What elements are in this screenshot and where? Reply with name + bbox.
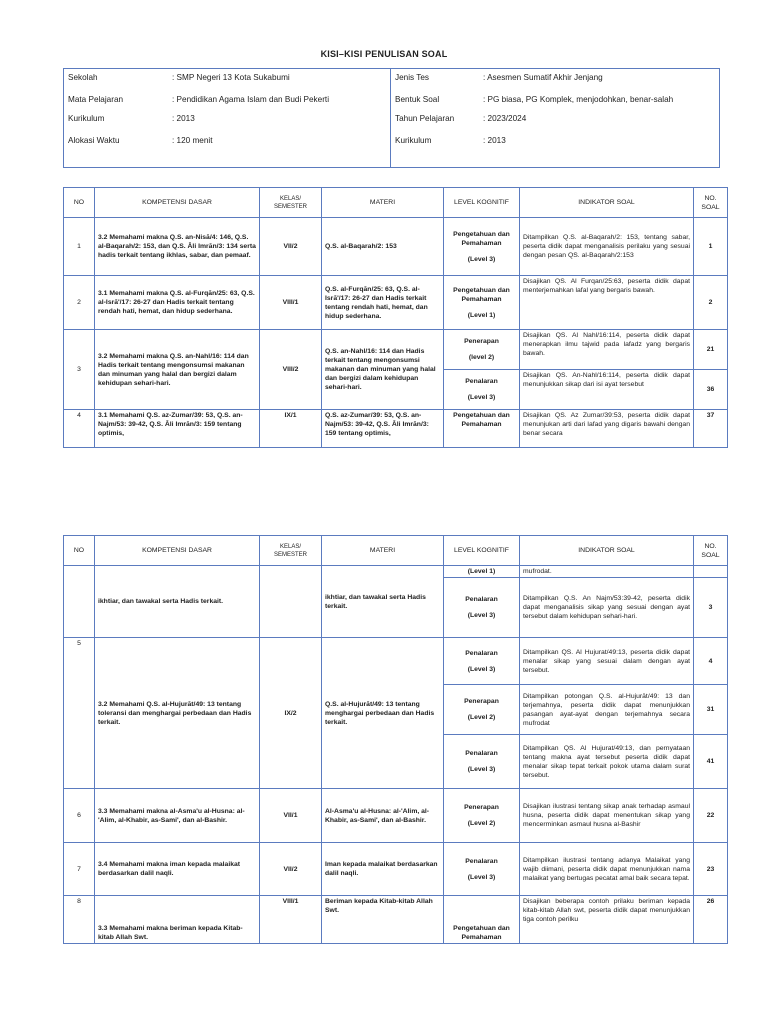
cell-kelas: [260, 566, 322, 638]
cell-no-soal: 36: [694, 370, 728, 410]
cell-no-soal: 4: [694, 638, 728, 685]
info-label-bentuk-soal: Bentuk Soal: [395, 95, 440, 104]
table-row: [64, 843, 728, 896]
cell-no: 1: [64, 218, 95, 276]
cell-no-soal: [694, 566, 728, 578]
cell-no-soal: 22: [694, 789, 728, 843]
cell-no: 6: [64, 789, 95, 843]
info-label-mapel: Mata Pelajaran: [68, 95, 124, 104]
cell-kd: ikhtiar, dan tawakal serta Hadis terkait.: [95, 566, 260, 638]
cell-kelas: IX/1: [260, 410, 322, 448]
cell-no-soal: 3: [694, 578, 728, 638]
cell-level: Penerapan (level 2): [444, 330, 520, 370]
header-no-soal: NO. SOAL: [694, 188, 728, 218]
table-row: [64, 410, 728, 448]
cell-kelas: IX/2: [260, 638, 322, 789]
cell-kelas: VIII/1: [260, 896, 322, 944]
identity-box: [63, 68, 720, 168]
table-header-row: [64, 188, 728, 218]
cell-materi: Al-Asma'u al-Husna: al-'Alim, al-Khabir, as-Sami', dan al-Bashir.: [322, 789, 444, 843]
header-kd: KOMPETENSI DASAR: [95, 536, 260, 566]
cell-no-soal: 31: [694, 685, 728, 735]
info-value-tahun: : 2023/2024: [483, 114, 527, 123]
info-label-alokasi: Alokasi Waktu: [68, 136, 120, 145]
cell-level: Penalaran (Level 3): [444, 843, 520, 896]
cell-kd: 3.2 Memahami makna Q.S. an-Nisā/4: 146, Q.S. al-Baqarah/2: 153, dan Q.S. Āli Imrān/3: 134 serta hadis terkait tentang ikhlas, sabar, dan pemaaf.: [95, 218, 260, 276]
cell-level: Penalaran (Level 3): [444, 578, 520, 638]
cell-materi: Iman kepada malaikat berdasarkan dalil naqli.: [322, 843, 444, 896]
cell-materi: Beriman kepada Kitab-kitab Allah Swt.: [322, 896, 444, 944]
cell-indikator: Ditampilkan QS. Al Hujurat/49:13, dan pernyataan tentang makna ayat tersebut peserta didik dapat menalar sikap tepat terkait pokok utama dalam surat tersebut.: [520, 735, 694, 789]
header-indikator: INDIKATOR SOAL: [520, 536, 694, 566]
table-row: [64, 638, 728, 685]
cell-indikator: Disajikan QS. An-Nahl/16:114, peserta didik dapat menunjukkan sikap dari isi ayat tersebut: [520, 370, 694, 410]
header-materi: MATERI: [322, 188, 444, 218]
cell-no-soal: 41: [694, 735, 728, 789]
header-materi: MATERI: [322, 536, 444, 566]
cell-materi: Q.S. al-Furqān/25: 63, Q.S. al-Isrā'/17: 26-27 dan Hadis terkait tentang rendah hati, hemat, dan hidup sederhana.: [322, 276, 444, 330]
header-kelas: KELAS/ SEMESTER: [260, 536, 322, 566]
cell-no-soal: 2: [694, 276, 728, 330]
cell-no-soal: 1: [694, 218, 728, 276]
table-row: [64, 218, 728, 276]
header-level: LEVEL KOGNITIF: [444, 536, 520, 566]
cell-indikator: Ditampilkan potongan Q.S. al-Hujurāt/49: 13 dan terjemahnya, peserta didik dapat menunjukkan pasangan ayat-ayat dengan terjemahnya secara mufrodat: [520, 685, 694, 735]
info-value-jenis-tes: : Asesmen Sumatif Akhir Jenjang: [483, 73, 603, 82]
cell-kd: 3.4 Memahami makna iman kepada malaikat berdasarkan dalil naqli.: [95, 843, 260, 896]
cell-indikator: mufrodat.: [520, 566, 694, 578]
cell-no: [64, 566, 95, 638]
cell-indikator: Disajikan beberapa contoh prilaku beriman kepada kitab-kitab Allah swt, peserta didik dapat menunjukkan tiga contoh perilku: [520, 896, 694, 944]
header-indikator: INDIKATOR SOAL: [520, 188, 694, 218]
header-no: NO: [64, 188, 95, 218]
cell-kd: 3.2 Memahami Q.S. al-Hujurāt/49: 13 tentang toleransi dan menghargai perbedaan dan Hadis terkait.: [95, 638, 260, 789]
cell-no: 3: [64, 330, 95, 410]
cell-indikator: Ditampilkan Q.S. An Najm/53:39-42, peserta didik dapat menganalisis sikap yang sesuai dengan ayat tersebut dalam kehidupan sehari-hari.: [520, 578, 694, 638]
table-row: [64, 789, 728, 843]
cell-level: Penalaran (Level 3): [444, 735, 520, 789]
info-value-mapel: : Pendidikan Agama Islam dan Budi Pekerti: [172, 95, 330, 104]
cell-level: Pengetahuan dan Pemahaman (Level 1): [444, 276, 520, 330]
info-value-bentuk-soal: : PG biasa, PG Komplek, menjodohkan, benar-salah: [483, 95, 674, 104]
cell-kelas: VII/1: [260, 789, 322, 843]
cell-level: Penalaran (Level 3): [444, 370, 520, 410]
header-no-soal: NO. SOAL: [694, 536, 728, 566]
kisi-table-page1: [63, 187, 728, 448]
info-label-kurikulum-2: Kurikulum: [395, 136, 432, 145]
cell-kd: 3.1 Memahami makna Q.S. al-Furqān/25: 63, Q.S. al-Isrā'/17: 26-27 dan Hadis terkait tentang rendah hati, hemat, dan hidup sederhana.: [95, 276, 260, 330]
header-kd: KOMPETENSI DASAR: [95, 188, 260, 218]
cell-materi: Q.S. an-Nahl/16: 114 dan Hadis terkait tentang mengonsumsi makanan dan minuman yang halal dan bergizi dalam kehidupan sehari-hari.: [322, 330, 444, 410]
document-title: KISI–KISI PENULISAN SOAL: [320, 49, 448, 59]
header-no: NO: [64, 536, 95, 566]
cell-indikator: Disajikan QS. Al Furqan/25:63, peserta didik dapat menterjemahkan lafal yang bergaris bawah.: [520, 276, 694, 330]
cell-level: Pengetahuan dan Pemahaman (Level 3): [444, 218, 520, 276]
info-value-kurikulum-2: : 2013: [483, 136, 506, 145]
cell-kelas: VII/2: [260, 218, 322, 276]
header-level: LEVEL KOGNITIF: [444, 188, 520, 218]
cell-no: 5: [64, 638, 95, 789]
cell-no-soal: 26: [694, 896, 728, 944]
info-label-jenis-tes: Jenis Tes: [395, 73, 429, 82]
cell-kelas: VIII/2: [260, 330, 322, 410]
cell-no-soal: 37: [694, 410, 728, 448]
cell-indikator: Disajikan QS. Az Zumar/39:53, peserta didik dapat menunjukan arti dari lafad yang digaris bawahi dengan benar secara: [520, 410, 694, 448]
info-label-kurikulum: Kurikulum: [68, 114, 105, 123]
cell-kd: 3.3 Memahami makna al-Asma'u al-Husna: al-'Alim, al-Khabir, as-Sami', dan al-Bashir.: [95, 789, 260, 843]
cell-kelas: VII/2: [260, 843, 322, 896]
cell-materi: Q.S. al-Baqarah/2: 153: [322, 218, 444, 276]
cell-kd: 3.3 Memahami makna beriman kepada Kitab-kitab Allah Swt.: [95, 896, 260, 944]
cell-level: (Level 1): [444, 566, 520, 578]
cell-level: Penerapan (Level 2): [444, 789, 520, 843]
info-label-tahun: Tahun Pelajaran: [395, 114, 455, 123]
info-value-alokasi: : 120 menit: [172, 136, 213, 145]
table-row: [64, 566, 728, 578]
cell-no: 7: [64, 843, 95, 896]
identity-divider: [390, 69, 391, 167]
cell-level: Pengetahuan dan Pemahaman: [444, 410, 520, 448]
info-value-sekolah: : SMP Negeri 13 Kota Sukabumi: [172, 73, 290, 82]
cell-indikator: Disajikan QS. Al Nahl/16:114, peserta didik dapat menerapkan ilmu tajwid pada lafadz yang bergaris bawah.: [520, 330, 694, 370]
cell-indikator: Disajikan ilustrasi tentang sikap anak terhadap asmaul husna, peserta didik dapat menentukan sikap yang mencerminkan asmaul husna al-Bashir: [520, 789, 694, 843]
header-kelas: KELAS/ SEMESTER: [260, 188, 322, 218]
info-label-sekolah: Sekolah: [68, 73, 98, 82]
cell-materi: Q.S. al-Hujurāt/49: 13 tentang menghargai perbedaan dan Hadis terkait.: [322, 638, 444, 789]
cell-no: 2: [64, 276, 95, 330]
table-header-row: [64, 536, 728, 566]
cell-no: 4: [64, 410, 95, 448]
table-row: [64, 330, 728, 370]
cell-materi: Q.S. az-Zumar/39: 53, Q.S. an-Najm/53: 39-42, Q.S. Āli Imrān/3: 159 tentang optimis,: [322, 410, 444, 448]
cell-level: Penerapan (Level 2): [444, 685, 520, 735]
kisi-table-page2: [63, 535, 728, 944]
cell-indikator: Ditampilkan Q.S. al-Baqarah/2: 153, tentang sabar, peserta didik dapat menganalisis perilaku yang sesuai dengan pesan QS. al-Baqarah/2:153: [520, 218, 694, 276]
table-row: [64, 896, 728, 944]
info-value-kurikulum: : 2013: [172, 114, 195, 123]
cell-indikator: Ditampilkan QS. Al Hujurat/49:13, peserta didik dapat menalar sikap yang sesuai dalam dengan ayat tersebut.: [520, 638, 694, 685]
cell-no: 8: [64, 896, 95, 944]
table-row: [64, 276, 728, 330]
cell-indikator: Ditampilkan ilustrasi tentang adanya Malaikat yang wajib diimani, peserta didik dapat menunjukkan nama malaikat yang bertugas pecatat amal baik secara tepat.: [520, 843, 694, 896]
cell-no-soal: 23: [694, 843, 728, 896]
cell-level: Pengetahuan dan Pemahaman: [444, 896, 520, 944]
cell-kd: 3.1 Memahami Q.S. az-Zumar/39: 53, Q.S. an-Najm/53: 39-42, Q.S. Āli Imrān/3: 159 tentang optimis,: [95, 410, 260, 448]
cell-kd: 3.2 Memahami makna Q.S. an-Nahl/16: 114 dan Hadis terkait tentang mengonsumsi makanan dan minuman yang halal dan bergizi dalam kehidupan sehari-hari.: [95, 330, 260, 410]
cell-kelas: VIII/1: [260, 276, 322, 330]
cell-no-soal: 21: [694, 330, 728, 370]
cell-materi: ikhtiar, dan tawakal serta Hadis terkait.: [322, 566, 444, 638]
cell-level: Penalaran (Level 3): [444, 638, 520, 685]
